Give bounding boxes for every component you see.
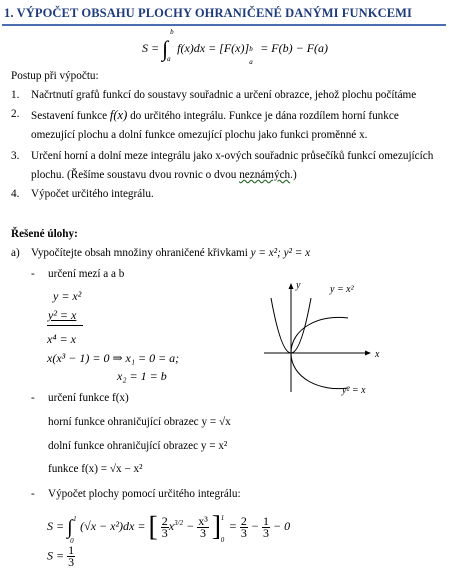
step-text: Výpočet určitého integrálu. (31, 188, 154, 200)
integral-calculation: S = ∫ 1 0 (√x − x²)dx = [ $\frac{2}{3}$ $x^{3/2}$ − $\frac{\text{x³}}{3}$ ] 1 0 = $\frac{2}{3}$ − $\frac{1}{3}$ − 0 (47, 512, 290, 541)
step-number: 2. (11, 108, 20, 120)
step-text-end: .) (290, 169, 297, 181)
fraction-2-3: $\frac{2}{3}$ (161, 513, 168, 540)
task-curves: y = x²; y² = x (250, 247, 311, 259)
step-text: Načrtnutí grafů funkcí do soustavy souřadnic a určení obrazce, jehož plochu počítáme (31, 89, 417, 101)
function-definition: funkce f(x) = √x − x² (48, 463, 143, 475)
task-a (11, 247, 311, 259)
bullet-function (31, 392, 129, 404)
step-3 (11, 150, 434, 162)
formula-lhs: S = (142, 40, 160, 55)
step-text-continued: do určitého integrálu. Funkce je dána rozdílem horní funkce (127, 110, 399, 122)
formula-lower-limit: a (167, 55, 171, 63)
task-label: a) (11, 247, 20, 259)
step-1 (11, 89, 417, 101)
fraction-1-3-value: $\frac{1}{3}$ (263, 513, 270, 540)
section-heading: 1. VÝPOČET OBSAHU PLOCHY OHRANIČENÉ DANÝMI FUNKCEMI (4, 6, 413, 20)
equation-y2-x: y² = x (48, 308, 77, 322)
solved-tasks-title: Řešené úlohy: (11, 228, 78, 240)
top-curve-label: y = x² (330, 284, 354, 295)
curves-graph (260, 280, 390, 400)
equation-root-2: x₂ = 1 = b (117, 369, 167, 383)
bullet-integral (31, 488, 241, 500)
main-formula (142, 28, 329, 66)
spelling-flagged-word: neznámých (239, 169, 291, 181)
step-4 (11, 188, 154, 200)
formula-integrand: f(x)dx = [F(x)] (177, 40, 250, 55)
heading-underline (2, 24, 446, 26)
fraction-x3-3: $\frac{\text{x³}}{3}$ (198, 513, 208, 540)
bullet-text: určení funkce f(x) (48, 392, 129, 404)
x-axis-label: x (375, 349, 380, 360)
step-text: plochu. (Řešíme soustavu dvou rovnic o dvou (31, 169, 240, 181)
bullet-text: určení mezí a a b (48, 268, 125, 280)
calc-integrand: (√x − x²)dx = (80, 519, 146, 533)
formula-upper-limit: b (170, 28, 174, 36)
result-lhs: S = (47, 548, 65, 563)
upper-function: horní funkce ohraničující obrazec y = √x (48, 416, 231, 428)
integral-sign: ∫ (67, 516, 73, 539)
equation-roots: x(x³ − 1) = 0 ⇒ x₁ = 0 = a; (47, 351, 180, 365)
step-3-line-2 (31, 169, 297, 181)
bullet-dash: - (31, 268, 35, 280)
result (47, 545, 75, 568)
function-symbol: f(x) (109, 108, 128, 122)
equation-x4-x: x⁴ = x (47, 332, 76, 346)
y-axis-arrow (289, 283, 294, 289)
lower-function: dolní funkce ohraničující obrazec y = x² (48, 440, 228, 452)
separator-line (47, 325, 83, 326)
fraction-2-3-value: $\frac{2}{3}$ (240, 513, 247, 540)
right-bracket: ] (211, 511, 222, 543)
step-text: Sestavení funkce (31, 110, 110, 122)
minus-sign: − (250, 519, 260, 533)
calc-tail: − 0 (273, 519, 291, 533)
calc-lhs: S = (47, 519, 65, 533)
step-number: 4. (11, 188, 20, 200)
calc-lower-limit: 0 (70, 537, 74, 545)
y-axis-label: y (296, 280, 301, 291)
procedure-title: Postup při výpočtu: (11, 70, 99, 82)
integral-sign: ∫ (162, 36, 169, 61)
bullet-dash: - (31, 392, 35, 404)
result-fraction: $\frac{1}{3}$ (68, 543, 75, 569)
formula-bracket-sub: a (249, 57, 253, 66)
exponent: 3/2 (174, 519, 184, 527)
equation-y-x2: y = x² (53, 289, 82, 303)
bracket-lower: 0 (220, 536, 225, 545)
bullet-text: Výpočet plochy pomocí určitého integrálu: (48, 488, 241, 500)
bullet-limits (31, 268, 125, 280)
step-2 (11, 108, 399, 122)
bullet-dash: - (31, 488, 35, 500)
step-number: 1. (11, 89, 20, 101)
task-text: Vypočítejte obsah množiny ohraničené křivkami (31, 247, 251, 259)
calc-upper-limit: 1 (73, 515, 77, 523)
step-text: Určení horní a dolní meze integrálu jako x-ových souřadnic průsečíků funkcí omezujících (31, 150, 434, 162)
formula-bracket-sup: b (249, 44, 253, 53)
equals-sign: = (228, 519, 237, 533)
left-bracket: [ (148, 511, 158, 543)
bracket-upper: 1 (220, 514, 225, 523)
formula-rhs: = F(b) − F(a) (260, 40, 329, 55)
step-number: 3. (11, 150, 20, 162)
x-axis-arrow (365, 351, 371, 356)
step-2-line-2: omezující plochu a dolní funkce omezující plochu jako funkci proměnné x. (31, 129, 368, 141)
minus-sign: − (186, 519, 195, 533)
bottom-curve-label: y² = x (342, 385, 366, 396)
